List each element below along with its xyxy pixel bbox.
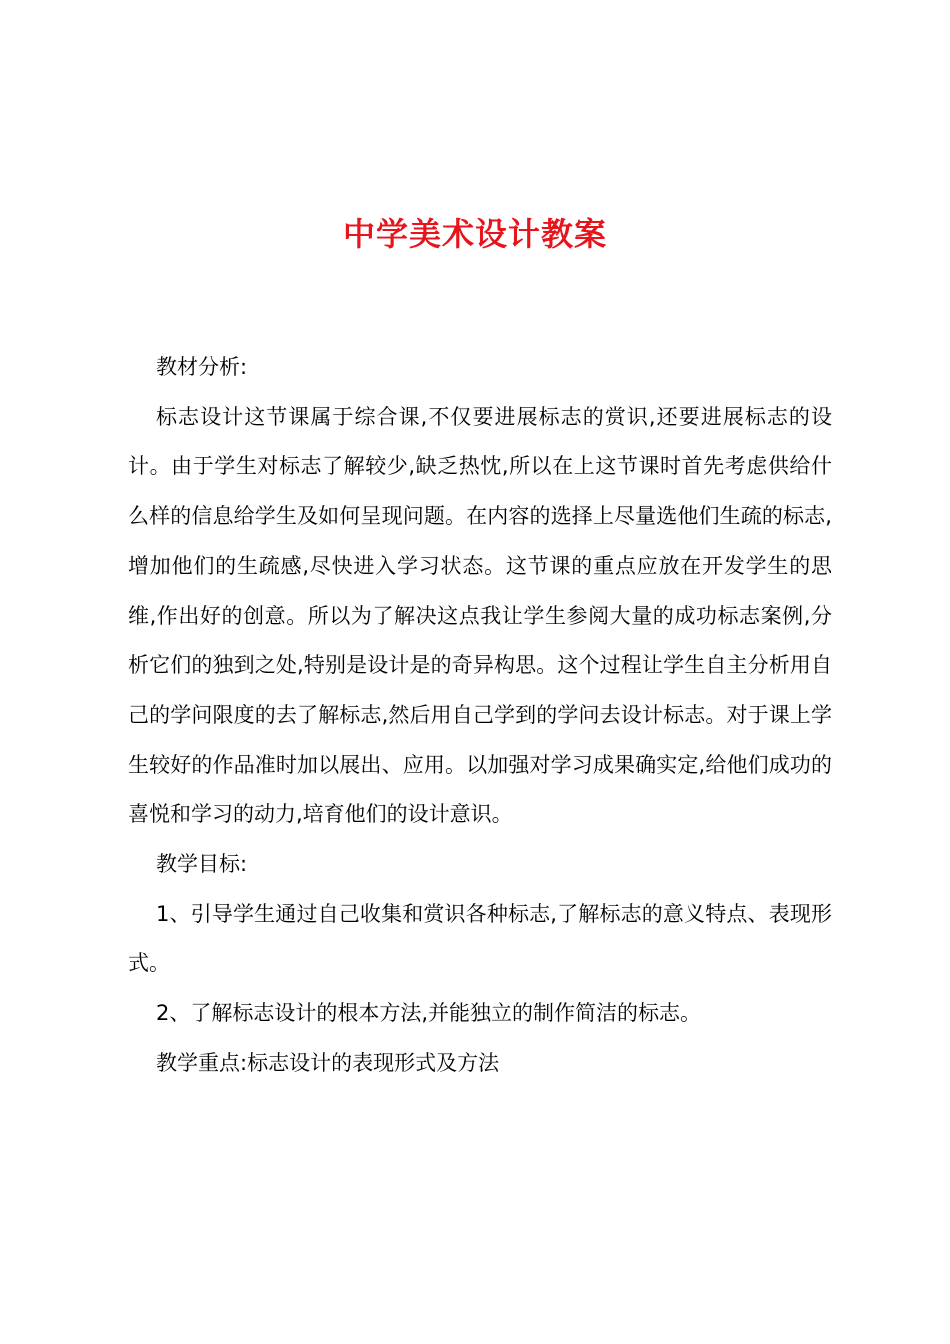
goal-item-1: 1、引导学生通过自己收集和赏识各种标志,了解标志的意义特点、表现形式。 — [128, 901, 832, 976]
heading-textbook-analysis: 教材分析: — [156, 355, 248, 379]
goal-item-2: 2、了解标志设计的根本方法,并能独立的制作简洁的标志。 — [156, 1001, 702, 1026]
paragraph-analysis-body: 标志设计这节课属于综合课,不仅要进展标志的赏识,还要进展标志的设计。由于学生对标志了解较少,缺乏热忱,所以在上这节课时首先考虑供给什么样的信息给学生及如何呈现问题。在内容的选择上尽量选他们生疏的标志,增加他们的生疏感,尽快进入学习状态。这节课的重点应放在开发学生的思维,作出好的创意。所以为了解决这点我让学生参阅大量的成功标志案例,分析它们的独到之处,特别是设计是的奇异构思。这个过程让学生自主分析用自己的学问限度的去了解标志,然后用自己学到的学问去设计标志。对于课上学生较好的作品准时加以展出、应用。以加强对学习成果确实定,给他们成功的喜悦和学习的动力,培育他们的设计意识。 — [128, 404, 832, 827]
heading-teaching-goals: 教学目标: — [156, 852, 248, 877]
document-body — [128, 343, 832, 1089]
document-title: 中学美术设计教案 — [342, 215, 607, 253]
heading-teaching-focus: 教学重点:标志设计的表现形式及方法 — [156, 1050, 500, 1075]
